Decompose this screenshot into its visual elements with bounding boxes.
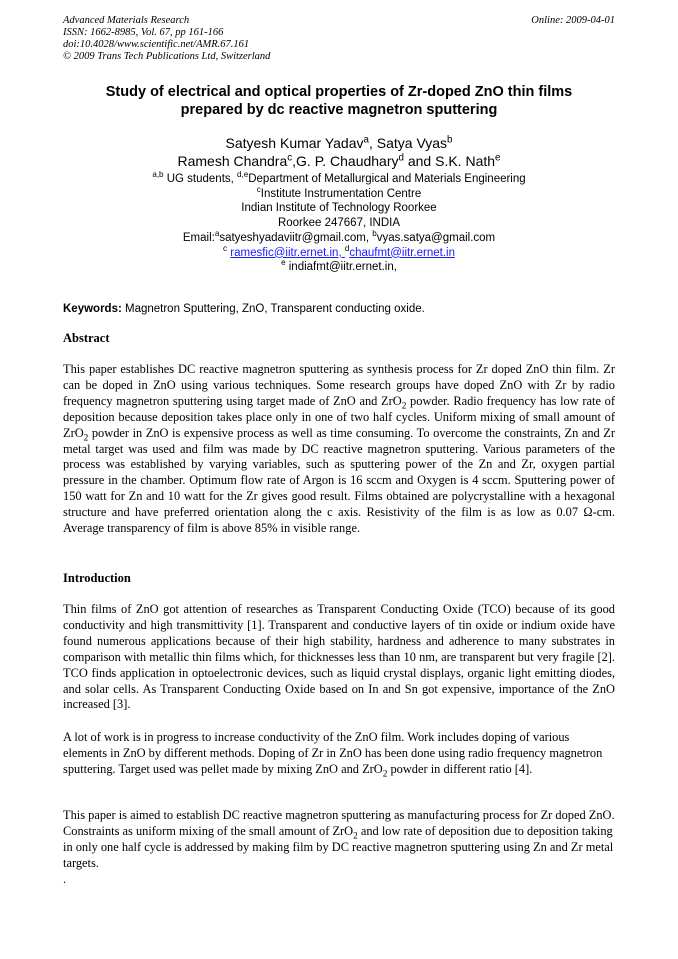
- email-address: vyas.satya@gmail.com: [376, 231, 496, 244]
- email-superscript: d: [344, 243, 350, 253]
- trailing-dot: .: [63, 872, 67, 886]
- keywords-text: Magnetron Sputtering, ZnO, Transparent conducting oxide.: [121, 303, 425, 315]
- author-superscript: a: [363, 134, 369, 146]
- author-superscript: d: [398, 152, 404, 164]
- author-separator: and: [403, 153, 436, 169]
- author-name: Satyesh Kumar Yadav: [225, 135, 364, 151]
- author-list: [63, 134, 615, 170]
- affiliation-superscript: c: [256, 184, 261, 194]
- intro-paragraph-2: [63, 730, 615, 778]
- intro-text: and low rate of deposition due to deposition taking in only one half cycle is addressed by making film by DC reactive magnetron sputtering using Zn and Zr metal targets.: [63, 823, 614, 870]
- author-name: Satya Vyas: [376, 135, 448, 151]
- affiliation-centre: [63, 184, 615, 202]
- abstract-text: powder. Radio frequency has low rate of deposition because deposition takes place only in one of two half cycles. Uniform mixing of small amount of ZrO: [63, 393, 616, 440]
- author-separator: ,: [368, 135, 377, 151]
- intro-paragraph-3: [63, 808, 615, 872]
- author-name: G. P. Chaudhary: [296, 153, 399, 169]
- subscript: 2: [83, 433, 89, 444]
- affiliation-city: Roorkee 247667, INDIA: [277, 217, 401, 230]
- journal-header: [63, 15, 615, 63]
- author-name: S.K. Nath: [435, 153, 496, 169]
- online-date: Online: 2009-04-01: [531, 15, 615, 26]
- affiliation-superscript: d,e: [237, 170, 249, 180]
- author-superscript: e: [495, 152, 501, 164]
- abstract-text: This paper establishes DC reactive magnetron sputtering as synthesis process for Zr doped ZnO thin film. Zr can be doped in ZnO using various techniques. Some research groups have doped ZnO with Zr by radio frequency magnetron sputtering using target made of ZnO and ZrO: [63, 362, 615, 408]
- intro-text: powder in different ratio [4].: [387, 761, 533, 776]
- intro-text: A lot of work is in progress to increase conductivity of the ZnO film. Work includes doping of various elements in ZnO by different methods. Doping of Zr in ZnO has been done using radio frequency magnetron sputtering. Target used was pellet made by mixing ZnO and ZrO: [63, 730, 603, 776]
- author-superscript: b: [447, 134, 453, 146]
- abstract-paragraph: [63, 362, 615, 537]
- email-label: Email:: [182, 231, 215, 244]
- email-line-1: [63, 228, 615, 246]
- introduction-heading: Introduction: [63, 571, 131, 585]
- email-link[interactable]: chaufmt@iitr.ernet.in: [349, 246, 455, 259]
- subscript: 2: [353, 831, 358, 842]
- author-superscript: c: [287, 152, 293, 164]
- email-superscript: c: [223, 243, 228, 253]
- email-line-2: [63, 243, 615, 261]
- issn-line: ISSN: 1662-8985, Vol. 67, pp 161-166: [63, 27, 224, 38]
- affiliation-text: Institute Instrumentation Centre: [260, 187, 422, 200]
- author-line-2: [63, 152, 615, 170]
- abstract-heading: Abstract: [63, 331, 110, 345]
- affiliation-institute: Indian Institute of Technology Roorkee: [241, 202, 437, 215]
- copyright-line: © 2009 Trans Tech Publications Ltd, Switzerland: [63, 51, 271, 62]
- affiliation-text: UG students,: [163, 173, 238, 185]
- intro-paragraph-1: Thin films of ZnO got attention of researches as Transparent Conducting Oxide (TCO) because of its good conductivity and high transmittivity [1]. Transparent and conductive layers of tin oxide or indium oxide have found numerous applications because of their high stability, hardness and adherence to many substrates in comparison with metallic thin films which, for thicknesses less than 10 nm, are transparent but very fragile [2]. TCO finds application in optoelectronic devices, such as liquid crystal displays, organic light emitting diodes, and solar cells. As Transparent Conducting Oxide based on In and Sn got expensive, importance of the ZnO increased [3].: [63, 602, 615, 712]
- intro-text: This paper is aimed to establish DC reactive magnetron sputtering as manufacturing process for Zr doped ZnO. Constraints as uniform mixing of the small amount of ZrO: [63, 808, 615, 838]
- email-superscript: b: [372, 228, 377, 238]
- affiliation-students: [63, 172, 615, 187]
- affiliation-superscript: a,b: [152, 170, 164, 180]
- keywords-label: Keywords:: [63, 303, 122, 315]
- affiliation-text: Department of Metallurgical and Materials Engineering: [248, 173, 526, 185]
- abstract-text: powder in ZnO is expensive process as well as time consuming. To overcome the constraints, Zn and Zr metal target was used and film was made by DC reactive magnetron sputtering. Various parameters of the process was established by varying variables, such as sputtering power of the Zn and Zr, oxygen partial pressure in the chamber. Optimum flow rate of Argon is 16 sccm and Oxygen is 4 sccm. Sputtering power of 150 watt for Zn and 10 watt for the Zr gives good result. Films obtained are polycrystalline with a hexagonal structure and have preferred orientation along the c axis. Resistivity of the film is as low as 0.07 Ω-cm. Average transparency of film is above 85% in visible range.: [63, 425, 615, 536]
- author-line-1: [63, 134, 615, 152]
- email-address: satyeshyadaviitr@gmail.com,: [219, 231, 373, 244]
- author-name: Ramesh Chandra: [177, 153, 288, 169]
- email-superscript: e: [281, 258, 286, 268]
- title-line-1: Study of electrical and optical properties of Zr-doped ZnO thin films: [105, 84, 573, 100]
- journal-name: Advanced Materials Research: [63, 15, 190, 26]
- email-superscript: a: [214, 228, 220, 238]
- author-separator: ,: [292, 153, 297, 169]
- email-link[interactable]: ramesfic@iitr.ernet.in,: [230, 246, 345, 259]
- keywords: [63, 302, 615, 316]
- email-line-3: [63, 260, 615, 275]
- paper-title: [63, 83, 615, 119]
- affiliations: [63, 172, 615, 275]
- email-address: indiafmt@iitr.ernet.in,: [285, 261, 397, 274]
- title-line-2: prepared by dc reactive magnetron sputtering: [180, 102, 498, 118]
- doi-line: doi:10.4028/www.scientific.net/AMR.67.161: [63, 39, 250, 50]
- subscript: 2: [382, 769, 388, 780]
- subscript: 2: [401, 401, 407, 412]
